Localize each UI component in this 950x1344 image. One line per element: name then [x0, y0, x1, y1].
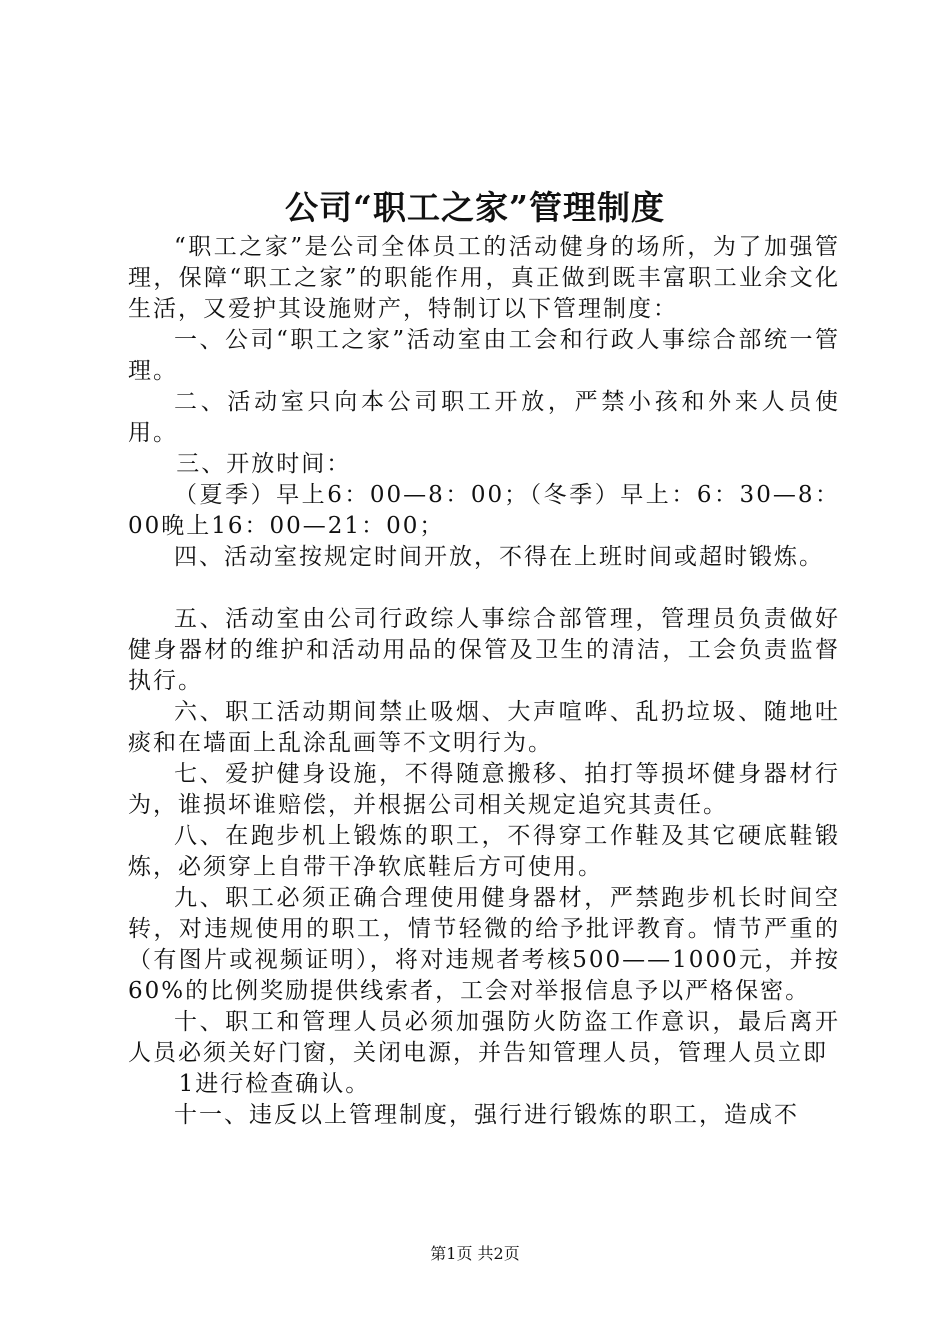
rule-10-paragraph: 十、职工和管理人员必须加强防火防盗工作意识，最后离开人员必须关好门窗，关闭电源，并告知管理人员，管理人员立即 — [128, 1009, 840, 1066]
rule-2-paragraph: 二、活动室只向本公司职工开放，严禁小孩和外来人员使用。 — [128, 389, 840, 446]
rule-11-paragraph: 十一、违反以上管理制度，强行进行锻炼的职工，造成不 — [174, 1102, 799, 1128]
rule-5-paragraph: 五、活动室由公司行政综人事综合部管理，管理员负责做好健身器材的维护和活动用品的保管及卫生的清洁，工会负责监督执行。 — [128, 606, 840, 694]
page-footer: 第1页 共2页 — [430, 1244, 520, 1263]
rule-8-paragraph: 八、在跑步机上锻炼的职工，不得穿工作鞋及其它硬底鞋锻炼，必须穿上自带干净软底鞋后方可使用。 — [128, 823, 840, 880]
opening-hours-paragraph: （夏季）早上6：00—8：00；（冬季）早上：6：30—8：00晚上16：00—21：00； — [128, 482, 840, 539]
rule-3-paragraph: 三、开放时间： — [176, 451, 352, 477]
document-body — [128, 232, 840, 1131]
rule-1-paragraph: 一、公司“职工之家”活动室由工会和行政人事综合部统一管理。 — [128, 327, 840, 384]
document-title: 公司“职工之家”管理制度 — [285, 188, 665, 227]
rule-4-paragraph: 四、活动室按规定时间开放，不得在上班时间或超时锻炼。 — [174, 544, 824, 570]
rule-10-continuation: 1进行检查确认。 — [178, 1071, 371, 1097]
rule-9-paragraph: 九、职工必须正确合理使用健身器材，严禁跑步机长时间空转，对违规使用的职工，情节轻微的给予批评教育。情节严重的（有图片或视频证明），将对违规者考核500——1000元，并按60%的比例奖励提供线索者，工会对举报信息予以严格保密。 — [128, 885, 840, 1004]
intro-paragraph: “职工之家”是公司全体员工的活动健身的场所，为了加强管理，保障“职工之家”的职能作用，真正做到既丰富职工业余文化生活，又爱护其设施财产，特制订以下管理制度： — [128, 234, 840, 322]
rule-6-paragraph: 六、职工活动期间禁止吸烟、大声喧哗、乱扔垃圾、随地吐痰和在墙面上乱涂乱画等不文明行为。 — [128, 699, 840, 756]
rule-7-paragraph: 七、爱护健身设施，不得随意搬移、拍打等损坏健身器材行为，谁损坏谁赔偿，并根据公司相关规定追究其责任。 — [128, 761, 840, 818]
